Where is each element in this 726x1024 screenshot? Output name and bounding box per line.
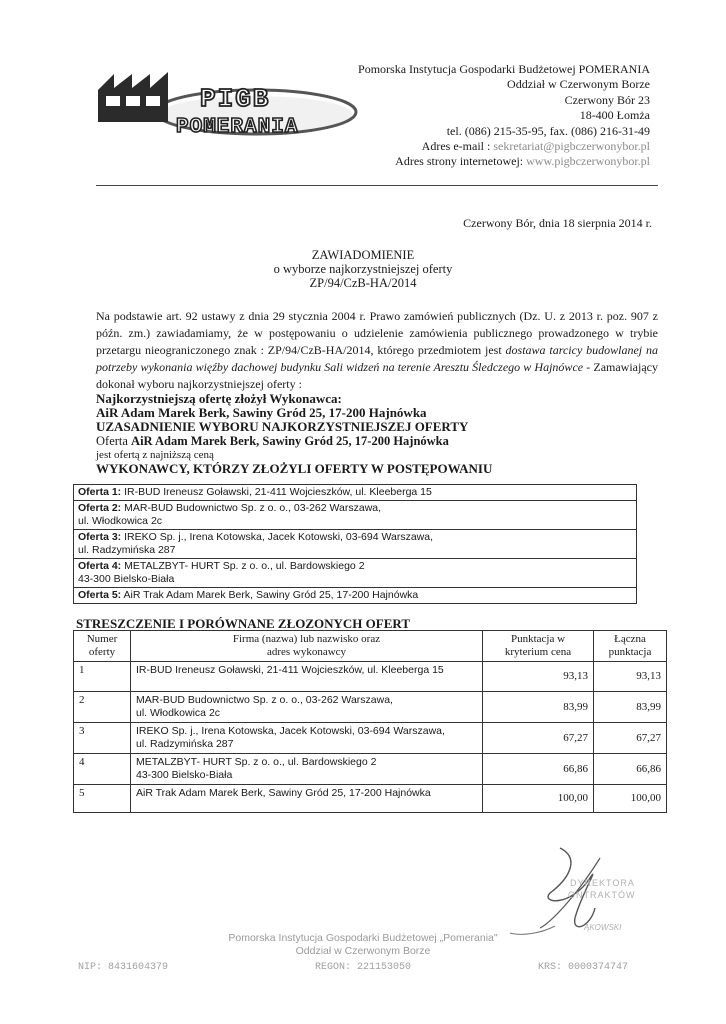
table-row: [74, 485, 637, 501]
summary-title: STRESZCZENIE I PORÓWNANE ZŁOZONYCH OFERT: [76, 616, 410, 631]
cell-company: MAR-BUD Budownictwo Sp. z o. o., 03-262 Warszawa, ul. Włodkowica 2c: [131, 692, 483, 723]
offer-cell: Oferta 4: METALZBYT- HURT Sp. z o. o., ul. Bardowskiego 2 43-300 Bielsko-Biała: [74, 559, 637, 588]
www-link[interactable]: www.pigbczerwonybor.pl: [526, 154, 650, 169]
justification-reason: jest ofertą z najniższą ceną: [96, 449, 214, 461]
cell-price: 66,86: [483, 754, 594, 785]
cell-price: 100,00: [483, 785, 594, 813]
cell-company: METALZBYT- HURT Sp. z o. o., ul. Bardowskiego 2 43-300 Bielsko-Biała: [131, 754, 483, 785]
cell-company: IR-BUD Ireneusz Goławski, 21-411 Wojcieszków, ul. Kleeberga 15: [131, 662, 483, 692]
offers-table: [73, 484, 637, 604]
header-line: Czerwony Bór 23: [564, 92, 650, 107]
offer-prefix: Oferta: [96, 434, 132, 448]
justification-heading: UZASADNIENIE WYBORU NAJKORZYSTNIEJSZEJ OFERTY: [96, 419, 469, 434]
email-link[interactable]: sekretariat@pigbczerwonybor.pl: [493, 139, 650, 154]
footer-line: Oddział w Czerwonym Borze: [295, 945, 431, 957]
email-label: Adres e-mail :: [421, 139, 494, 154]
footer-krs: KRS: 0000374747: [538, 962, 629, 973]
cell-number: 4: [74, 754, 131, 785]
header-line: 18-400 Łomża: [579, 108, 650, 123]
best-offer-heading: Najkorzystniejszą ofertę złożył Wykonawca:: [96, 391, 342, 406]
table-row: [74, 662, 667, 692]
pigb-pomerania-logo: [96, 62, 358, 148]
footer-line: Pomorska Instytucja Gospodarki Budżetowej „Pomerania": [228, 932, 498, 944]
stamp-text: ONTRAKTÓW: [568, 890, 636, 900]
document-title: [0, 248, 726, 290]
table-row: [74, 785, 667, 813]
stamp-text: DYREKTORA: [570, 878, 635, 888]
header-line: Oddział w Czerwonym Borze: [507, 77, 650, 92]
offer-cell: Oferta 2: MAR-BUD Budownictwo Sp. z o. o., 03-262 Warszawa, ul. Włodkowica 2c: [74, 501, 637, 530]
header-line: Pomorska Instytucja Gospodarki Budżetowej POMERANIA: [358, 62, 650, 76]
table-row: [74, 559, 637, 588]
table-row: [74, 723, 667, 754]
cell-total: 93,13: [594, 662, 667, 692]
table-row: [74, 754, 667, 785]
paragraph-text: Na podstawie art. 92 ustawy z dnia 29 stycznia 2004 r. Prawo zamówień publicznych (Dz. U. z 2013 r. poz. 907 z późn. zm.) zawiadamiamy, że w postępowaniu o udzielenie zamówienia publicznego prowadzonego w trybie przetargu nieograniczonego znak : ZP/94/CzB-HA/2014, którego przedmiotem jest: [96, 309, 658, 357]
title-main: ZAWIADOMIENIE: [311, 248, 415, 262]
best-offer-block: [96, 392, 492, 476]
cell-price: 83,99: [483, 692, 594, 723]
col-header-number: Numer oferty: [74, 631, 131, 662]
www-label: Adres strony internetowej:: [395, 154, 527, 169]
offer-cell: Oferta 1: IR-BUD Ireneusz Goławski, 21-411 Wojcieszków, ul. Kleeberga 15: [74, 485, 637, 501]
title-sub: o wyborze najkorzystniejszej oferty: [273, 262, 453, 276]
document-date: Czerwony Bór, dnia 18 sierpnia 2014 r.: [463, 216, 652, 230]
cell-total: 100,00: [594, 785, 667, 813]
logo-text-pigb: PIGB: [200, 84, 271, 114]
best-offer-winner: AiR Adam Marek Berk, Sawiny Gród 25, 17-200 Hajnówka: [96, 405, 427, 420]
offer-cell: Oferta 3: IREKO Sp. j., Irena Kotowska, Jacek Kotowski, 03-694 Warszawa, ul. Radzymińska 287: [74, 530, 637, 559]
header-divider: [96, 185, 658, 186]
table-row: [74, 588, 637, 604]
footer-nip: NIP: 8431604379: [78, 962, 169, 973]
cell-company: IREKO Sp. j., Irena Kotowska, Jacek Kotowski, 03-694 Warszawa, ul. Radzymińska 287: [131, 723, 483, 754]
cell-price: 67,27: [483, 723, 594, 754]
summary-table: [73, 630, 667, 813]
paragraph-subject: dostawa tarcicy budowlanej na potrzeby wykonania więźby dachowej budynku Sali widzeń na terenie Aresztu Śledczego w Hajnówce: [96, 343, 658, 374]
header-www-row: [358, 154, 650, 169]
col-header-price: Punktacja w kryterium cena: [483, 631, 594, 662]
logo-text-pomerania: POMERANIA: [176, 116, 299, 139]
table-header-row: [74, 631, 667, 662]
footer-institution: [0, 932, 726, 958]
cell-number: 1: [74, 662, 131, 692]
table-row: [74, 692, 667, 723]
cell-total: 67,27: [594, 723, 667, 754]
header-address: [358, 62, 650, 170]
cell-number: 5: [74, 785, 131, 813]
col-header-total: Łączna punktacja: [594, 631, 667, 662]
notice-paragraph: [96, 308, 658, 393]
offer-cell: Oferta 5: AiR Trak Adam Marek Berk, Sawiny Gród 25, 17-200 Hajnówka: [74, 588, 637, 604]
header-email-row: [358, 139, 650, 154]
cell-company: AiR Trak Adam Marek Berk, Sawiny Gród 25, 17-200 Hajnówka: [131, 785, 483, 813]
offer-name: AiR Adam Marek Berk, Sawiny Gród 25, 17-200 Hajnówka: [131, 434, 449, 448]
paragraph-end: - Zamawiający dokonał wyboru najkorzystniejszej oferty :: [96, 360, 658, 391]
header-line: tel. (086) 215-35-95, fax. (086) 216-31-49: [446, 123, 650, 138]
justification-offer: [96, 434, 492, 448]
footer-regon: REGON: 221153050: [314, 962, 411, 973]
stamp-text: ĄKOWSKI: [584, 923, 622, 932]
cell-total: 83,99: [594, 692, 667, 723]
title-ref: ZP/94/CzB-HA/2014: [309, 276, 417, 290]
contractors-heading: WYKONAWCY, KTÓRZY ZŁOŻYLI OFERTY W POSTĘPOWANIU: [96, 461, 493, 476]
cell-number: 2: [74, 692, 131, 723]
cell-number: 3: [74, 723, 131, 754]
table-row: [74, 530, 637, 559]
cell-price: 93,13: [483, 662, 594, 692]
table-row: [74, 501, 637, 530]
col-header-company: Firma (nazwa) lub nazwisko oraz adres wykonawcy: [131, 631, 483, 662]
cell-total: 66,86: [594, 754, 667, 785]
